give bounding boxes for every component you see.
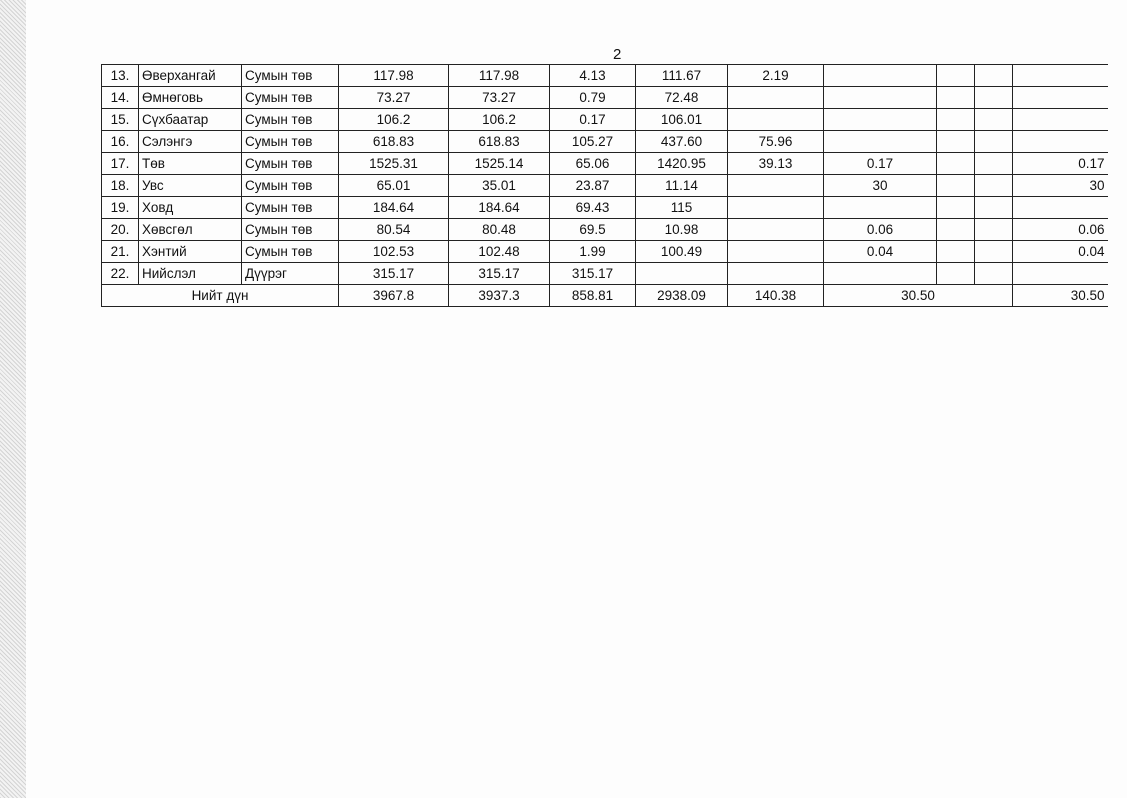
scan-edge	[0, 0, 26, 798]
row-number-cell: 17.	[102, 153, 139, 175]
value-cell: 35.01	[449, 175, 550, 197]
value-cell	[824, 131, 937, 153]
value-cell: 1.99	[550, 241, 636, 263]
value-cell: 618.83	[449, 131, 550, 153]
row-number-cell: 19.	[102, 197, 139, 219]
value-cell: 1525.14	[449, 153, 550, 175]
row-number-cell: 20.	[102, 219, 139, 241]
value-cell: 117.98	[339, 65, 449, 87]
empty-cell	[975, 219, 1013, 241]
settlement-type-cell: Сумын төв	[242, 197, 339, 219]
region-name-cell: Хэнтий	[139, 241, 242, 263]
value-cell	[1013, 197, 1108, 219]
value-cell: 115	[636, 197, 728, 219]
value-cell: 315.17	[339, 263, 449, 285]
value-cell: 80.54	[339, 219, 449, 241]
value-cell: 106.01	[636, 109, 728, 131]
settlement-type-cell: Сумын төв	[242, 131, 339, 153]
value-cell	[636, 263, 728, 285]
value-cell	[1013, 65, 1108, 87]
settlement-type-cell: Дүүрэг	[242, 263, 339, 285]
value-cell: 0.17	[550, 109, 636, 131]
empty-cell	[975, 87, 1013, 109]
total-value-cell: 30.50	[1013, 285, 1108, 307]
region-name-cell: Нийслэл	[139, 263, 242, 285]
value-cell: 80.48	[449, 219, 550, 241]
value-cell	[824, 109, 937, 131]
empty-cell	[975, 109, 1013, 131]
value-cell: 1525.31	[339, 153, 449, 175]
settlement-type-cell: Сумын төв	[242, 109, 339, 131]
value-cell: 0.79	[550, 87, 636, 109]
value-cell	[824, 65, 937, 87]
row-number-cell: 21.	[102, 241, 139, 263]
empty-cell	[937, 87, 975, 109]
value-cell: 30	[1013, 175, 1108, 197]
empty-cell	[937, 219, 975, 241]
value-cell	[1013, 263, 1108, 285]
row-number-cell: 22.	[102, 263, 139, 285]
value-cell: 65.06	[550, 153, 636, 175]
value-cell	[824, 197, 937, 219]
settlement-type-cell: Сумын төв	[242, 241, 339, 263]
table-row	[102, 219, 1108, 241]
value-cell: 0.04	[1013, 241, 1108, 263]
total-value-cell: 858.81	[550, 285, 636, 307]
total-value-cell: 30.50	[824, 285, 1013, 307]
settlement-type-cell: Сумын төв	[242, 153, 339, 175]
region-name-cell: Ховд	[139, 197, 242, 219]
value-cell: 184.64	[449, 197, 550, 219]
empty-cell	[975, 153, 1013, 175]
value-cell	[728, 109, 824, 131]
empty-cell	[937, 65, 975, 87]
region-name-cell: Сүхбаатар	[139, 109, 242, 131]
settlement-type-cell: Сумын төв	[242, 65, 339, 87]
value-cell: 0.17	[824, 153, 937, 175]
value-cell	[728, 175, 824, 197]
empty-cell	[937, 241, 975, 263]
value-cell: 437.60	[636, 131, 728, 153]
empty-cell	[975, 175, 1013, 197]
empty-cell	[937, 131, 975, 153]
table-row	[102, 197, 1108, 219]
table-row	[102, 263, 1108, 285]
row-number-cell: 14.	[102, 87, 139, 109]
value-cell: 69.43	[550, 197, 636, 219]
row-number-cell: 15.	[102, 109, 139, 131]
table-row	[102, 241, 1108, 263]
value-cell	[728, 87, 824, 109]
total-label-cell: Нийт дүн	[102, 285, 339, 307]
empty-cell	[975, 65, 1013, 87]
settlement-type-cell: Сумын төв	[242, 87, 339, 109]
value-cell: 72.48	[636, 87, 728, 109]
empty-cell	[975, 263, 1013, 285]
value-cell: 11.14	[636, 175, 728, 197]
value-cell: 0.06	[1013, 219, 1108, 241]
region-name-cell: Төв	[139, 153, 242, 175]
region-name-cell: Өмнөговь	[139, 87, 242, 109]
value-cell: 0.04	[824, 241, 937, 263]
empty-cell	[975, 241, 1013, 263]
total-value-cell: 2938.09	[636, 285, 728, 307]
region-name-cell: Өверхангай	[139, 65, 242, 87]
settlement-type-cell: Сумын төв	[242, 175, 339, 197]
value-cell: 2.19	[728, 65, 824, 87]
value-cell: 106.2	[339, 109, 449, 131]
value-cell: 4.13	[550, 65, 636, 87]
total-row	[102, 285, 1108, 307]
value-cell	[1013, 109, 1108, 131]
value-cell: 69.5	[550, 219, 636, 241]
value-cell: 105.27	[550, 131, 636, 153]
value-cell: 73.27	[449, 87, 550, 109]
page-number: 2	[613, 46, 622, 63]
empty-cell	[937, 153, 975, 175]
value-cell	[824, 87, 937, 109]
data-table	[101, 64, 1108, 307]
value-cell	[728, 241, 824, 263]
empty-cell	[975, 197, 1013, 219]
value-cell: 0.17	[1013, 153, 1108, 175]
value-cell: 0.06	[824, 219, 937, 241]
row-number-cell: 18.	[102, 175, 139, 197]
row-number-cell: 13.	[102, 65, 139, 87]
total-value-cell: 3967.8	[339, 285, 449, 307]
empty-cell	[937, 197, 975, 219]
row-number-cell: 16.	[102, 131, 139, 153]
value-cell	[728, 263, 824, 285]
value-cell: 23.87	[550, 175, 636, 197]
total-value-cell: 3937.3	[449, 285, 550, 307]
region-name-cell: Сэлэнгэ	[139, 131, 242, 153]
value-cell: 102.53	[339, 241, 449, 263]
value-cell: 39.13	[728, 153, 824, 175]
table-row	[102, 87, 1108, 109]
value-cell: 10.98	[636, 219, 728, 241]
value-cell: 184.64	[339, 197, 449, 219]
value-cell: 30	[824, 175, 937, 197]
region-name-cell: Хөвсгөл	[139, 219, 242, 241]
value-cell: 75.96	[728, 131, 824, 153]
value-cell: 65.01	[339, 175, 449, 197]
empty-cell	[975, 131, 1013, 153]
value-cell: 73.27	[339, 87, 449, 109]
value-cell	[728, 197, 824, 219]
table-row	[102, 65, 1108, 87]
settlement-type-cell: Сумын төв	[242, 219, 339, 241]
value-cell: 117.98	[449, 65, 550, 87]
value-cell	[824, 263, 937, 285]
value-cell: 106.2	[449, 109, 550, 131]
value-cell	[728, 219, 824, 241]
table-row	[102, 109, 1108, 131]
value-cell	[1013, 87, 1108, 109]
total-value-cell: 140.38	[728, 285, 824, 307]
value-cell: 102.48	[449, 241, 550, 263]
value-cell: 618.83	[339, 131, 449, 153]
value-cell	[1013, 131, 1108, 153]
value-cell: 315.17	[449, 263, 550, 285]
empty-cell	[937, 175, 975, 197]
table-row	[102, 153, 1108, 175]
table-row	[102, 175, 1108, 197]
value-cell: 1420.95	[636, 153, 728, 175]
value-cell: 100.49	[636, 241, 728, 263]
empty-cell	[937, 263, 975, 285]
table-row	[102, 131, 1108, 153]
region-name-cell: Увс	[139, 175, 242, 197]
value-cell: 315.17	[550, 263, 636, 285]
empty-cell	[937, 109, 975, 131]
value-cell: 111.67	[636, 65, 728, 87]
